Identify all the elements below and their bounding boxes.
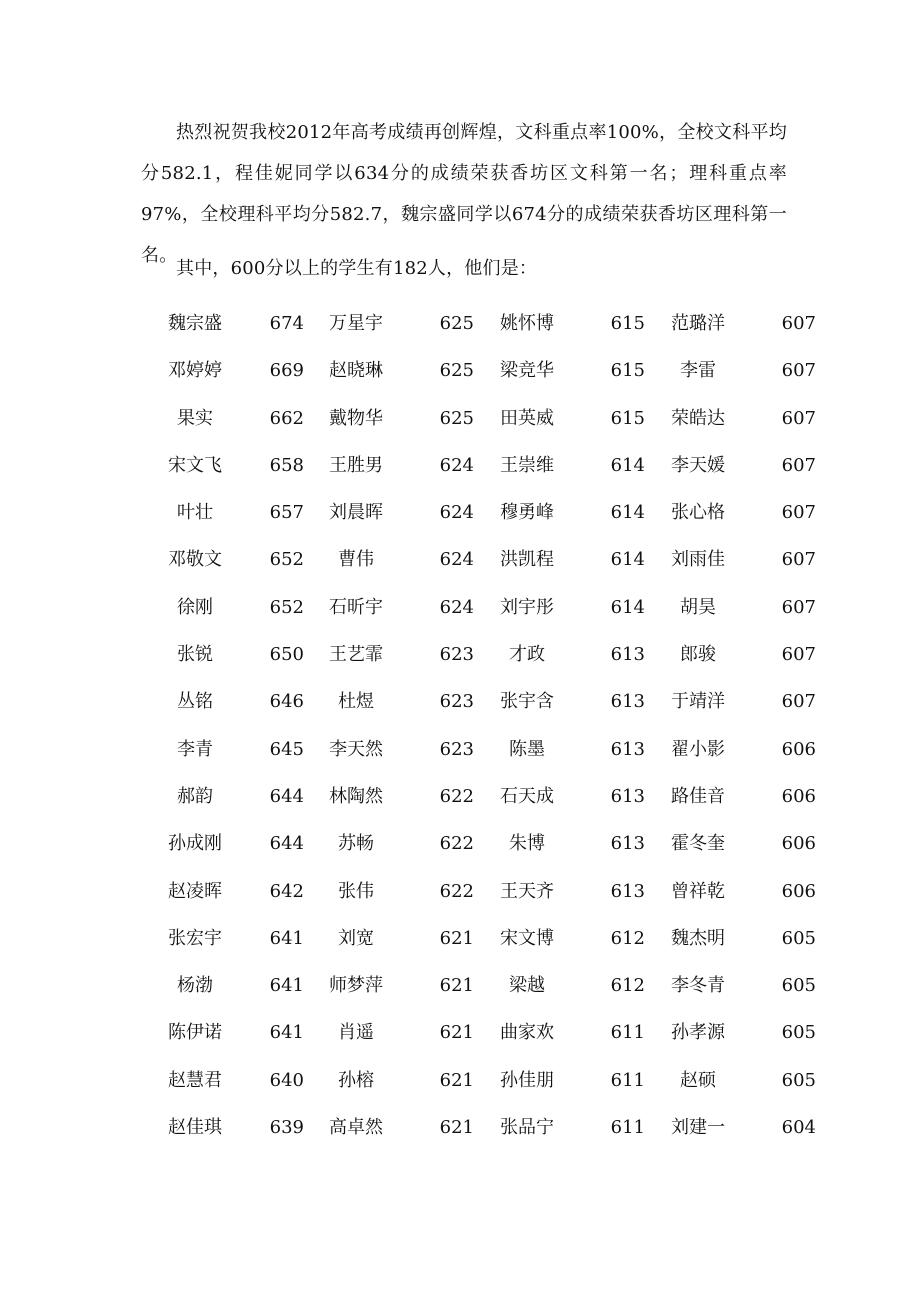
student-score: 611: [610, 1117, 645, 1139]
student-score: 613: [610, 644, 645, 666]
student-score: 652: [269, 596, 304, 618]
student-name: 林陶然: [329, 785, 383, 807]
student-name: 曲家欢: [500, 1022, 554, 1044]
student-score: 621: [439, 1022, 474, 1044]
student-score: 606: [781, 833, 816, 855]
roster-row: [140, 868, 830, 915]
student-score: 662: [269, 407, 304, 429]
student-score: 645: [269, 738, 304, 760]
student-score: 646: [269, 691, 304, 713]
student-name: 洪凯程: [500, 549, 554, 571]
student-name: 翟小影: [671, 738, 725, 760]
student-score: 658: [269, 454, 304, 476]
student-name: 邓敬文: [168, 549, 222, 571]
student-name: 李雷: [680, 360, 716, 382]
student-score: 615: [610, 313, 645, 334]
student-score: 613: [610, 691, 645, 713]
student-score: 640: [269, 1069, 304, 1091]
student-score: 622: [439, 880, 474, 902]
student-score: 605: [781, 927, 816, 949]
student-score: 625: [439, 360, 474, 382]
student-name: 宋文飞: [168, 454, 222, 476]
student-name: 李冬青: [671, 975, 725, 997]
student-name: 才政: [509, 644, 545, 666]
student-name: 朱博: [509, 833, 545, 855]
student-name: 陈伊诺: [168, 1022, 222, 1044]
student-name: 丛铭: [177, 691, 213, 713]
student-name: 穆勇峰: [500, 502, 554, 524]
roster-row: [140, 915, 830, 962]
roster-row: [140, 347, 830, 394]
student-name: 田英威: [500, 407, 554, 429]
roster-row: [140, 489, 830, 536]
student-score: 657: [269, 502, 304, 524]
student-score: 607: [781, 691, 816, 713]
student-name: 刘晨晖: [329, 502, 383, 524]
student-name: 魏宗盛: [168, 313, 222, 334]
student-name: 姚怀博: [500, 313, 554, 334]
student-score: 605: [781, 1022, 816, 1044]
student-score: 652: [269, 549, 304, 571]
student-score: 644: [269, 833, 304, 855]
student-score: 607: [781, 549, 816, 571]
student-score: 611: [610, 1069, 645, 1091]
roster-row: [140, 395, 830, 442]
student-name: 张品宁: [500, 1117, 554, 1139]
student-name: 肖遥: [338, 1022, 374, 1044]
student-name: 曹伟: [338, 549, 374, 571]
student-score: 650: [269, 644, 304, 666]
student-name: 张宏宇: [168, 927, 222, 949]
roster-row: [140, 773, 830, 820]
student-name: 张宇含: [500, 691, 554, 713]
student-name: 李青: [177, 738, 213, 760]
student-name: 于靖洋: [671, 691, 725, 713]
student-score: 639: [269, 1117, 304, 1139]
student-name: 王天齐: [500, 880, 554, 902]
roster-row: [140, 584, 830, 631]
student-score: 605: [781, 975, 816, 997]
student-score: 607: [781, 454, 816, 476]
student-name: 范璐洋: [671, 313, 725, 334]
student-name: 王艺霏: [329, 644, 383, 666]
student-score: 674: [269, 313, 304, 334]
student-name: 魏杰明: [671, 927, 725, 949]
student-name: 杨渤: [177, 975, 213, 997]
student-score: 613: [610, 738, 645, 760]
student-score: 614: [610, 596, 645, 618]
student-score: 607: [781, 502, 816, 524]
student-name: 王崇维: [500, 454, 554, 476]
student-name: 孙佳朋: [500, 1069, 554, 1091]
student-name: 赵佳琪: [168, 1117, 222, 1139]
student-name: 李天然: [329, 738, 383, 760]
student-score: 605: [781, 1069, 816, 1091]
student-score: 622: [439, 833, 474, 855]
student-score: 606: [781, 880, 816, 902]
student-score: 644: [269, 785, 304, 807]
student-name: 孙榕: [338, 1069, 374, 1091]
student-name: 石天成: [500, 785, 554, 807]
student-name: 梁越: [509, 975, 545, 997]
student-name: 张锐: [177, 644, 213, 666]
roster-row: [140, 442, 830, 489]
student-name: 刘建一: [671, 1117, 725, 1139]
student-name: 路佳音: [671, 785, 725, 807]
student-name: 刘雨佳: [671, 549, 725, 571]
student-name: 戴物华: [329, 407, 383, 429]
student-score: 669: [269, 360, 304, 382]
roster-row: [140, 726, 830, 773]
student-score: 607: [781, 313, 816, 334]
student-name: 苏畅: [338, 833, 374, 855]
student-name: 王胜男: [329, 454, 383, 476]
student-score: 641: [269, 927, 304, 949]
student-name: 高卓然: [329, 1117, 383, 1139]
student-score: 613: [610, 880, 645, 902]
student-score: 613: [610, 785, 645, 807]
student-score: 607: [781, 644, 816, 666]
student-name: 张心格: [671, 502, 725, 524]
student-score: 615: [610, 407, 645, 429]
student-score: 604: [781, 1117, 816, 1139]
student-name: 李天媛: [671, 454, 725, 476]
student-score: 615: [610, 360, 645, 382]
student-name: 赵硕: [680, 1069, 716, 1091]
student-name: 郎骏: [680, 644, 716, 666]
student-name: 曾祥乾: [671, 880, 725, 902]
student-name: 石昕宇: [329, 596, 383, 618]
student-score: 641: [269, 1022, 304, 1044]
roster-row: [140, 631, 830, 678]
student-name: 霍冬奎: [671, 833, 725, 855]
student-score: 621: [439, 1069, 474, 1091]
student-score: 621: [439, 975, 474, 997]
student-name: 梁竞华: [500, 360, 554, 382]
student-score: 621: [439, 927, 474, 949]
student-name: 徐刚: [177, 596, 213, 618]
student-name: 叶壮: [177, 502, 213, 524]
student-name: 胡昊: [680, 596, 716, 618]
student-score: 614: [610, 454, 645, 476]
student-score: 642: [269, 880, 304, 902]
student-name: 陈墨: [509, 738, 545, 760]
student-name: 杜煜: [338, 691, 374, 713]
student-score: 611: [610, 1022, 645, 1044]
student-name: 郝韵: [177, 785, 213, 807]
student-score: 607: [781, 407, 816, 429]
student-score: 612: [610, 927, 645, 949]
student-score: 624: [439, 454, 474, 476]
student-name: 刘宽: [338, 927, 374, 949]
student-name: 万星宇: [329, 313, 383, 334]
student-score: 607: [781, 360, 816, 382]
student-score: 624: [439, 549, 474, 571]
student-score: 606: [781, 738, 816, 760]
student-name: 果实: [177, 407, 213, 429]
student-score: 641: [269, 975, 304, 997]
student-score: 613: [610, 833, 645, 855]
student-name: 孙成刚: [168, 833, 222, 855]
roster-row: [140, 1104, 830, 1151]
student-score: 614: [610, 549, 645, 571]
roster-row: [140, 536, 830, 583]
student-name: 刘宇彤: [500, 596, 554, 618]
student-name: 荣皓达: [671, 407, 725, 429]
student-score: 625: [439, 313, 474, 334]
roster-row: [140, 300, 830, 347]
student-name: 宋文博: [500, 927, 554, 949]
student-score: 623: [439, 691, 474, 713]
student-name: 赵慧君: [168, 1069, 222, 1091]
student-score: 622: [439, 785, 474, 807]
student-roster: [140, 300, 830, 1151]
student-score: 623: [439, 738, 474, 760]
student-score: 623: [439, 644, 474, 666]
intro-paragraph: 热烈祝贺我校2012年高考成绩再创辉煌，文科重点率100%，全校文科平均分582.1，程佳妮同学以634分的成绩荣获香坊区文科第一名；理科重点率97%，全校理科平均分582.7，魏宗盛同学以674分的成绩荣获香坊区理科第一名。: [141, 122, 787, 266]
student-score: 607: [781, 596, 816, 618]
roster-row: [140, 820, 830, 867]
roster-row: [140, 678, 830, 725]
count-line: 其中，600分以上的学生有182人，他们是：: [176, 258, 538, 279]
student-name: 孙孝源: [671, 1022, 725, 1044]
student-score: 624: [439, 596, 474, 618]
student-score: 625: [439, 407, 474, 429]
roster-row: [140, 1009, 830, 1056]
student-name: 师梦萍: [329, 975, 383, 997]
student-score: 606: [781, 785, 816, 807]
roster-row: [140, 1057, 830, 1104]
student-score: 621: [439, 1117, 474, 1139]
student-name: 赵凌晖: [168, 880, 222, 902]
student-name: 赵晓琳: [329, 360, 383, 382]
roster-row: [140, 962, 830, 1009]
student-score: 612: [610, 975, 645, 997]
student-score: 614: [610, 502, 645, 524]
student-name: 邓婷婷: [168, 360, 222, 382]
student-name: 张伟: [338, 880, 374, 902]
student-score: 624: [439, 502, 474, 524]
